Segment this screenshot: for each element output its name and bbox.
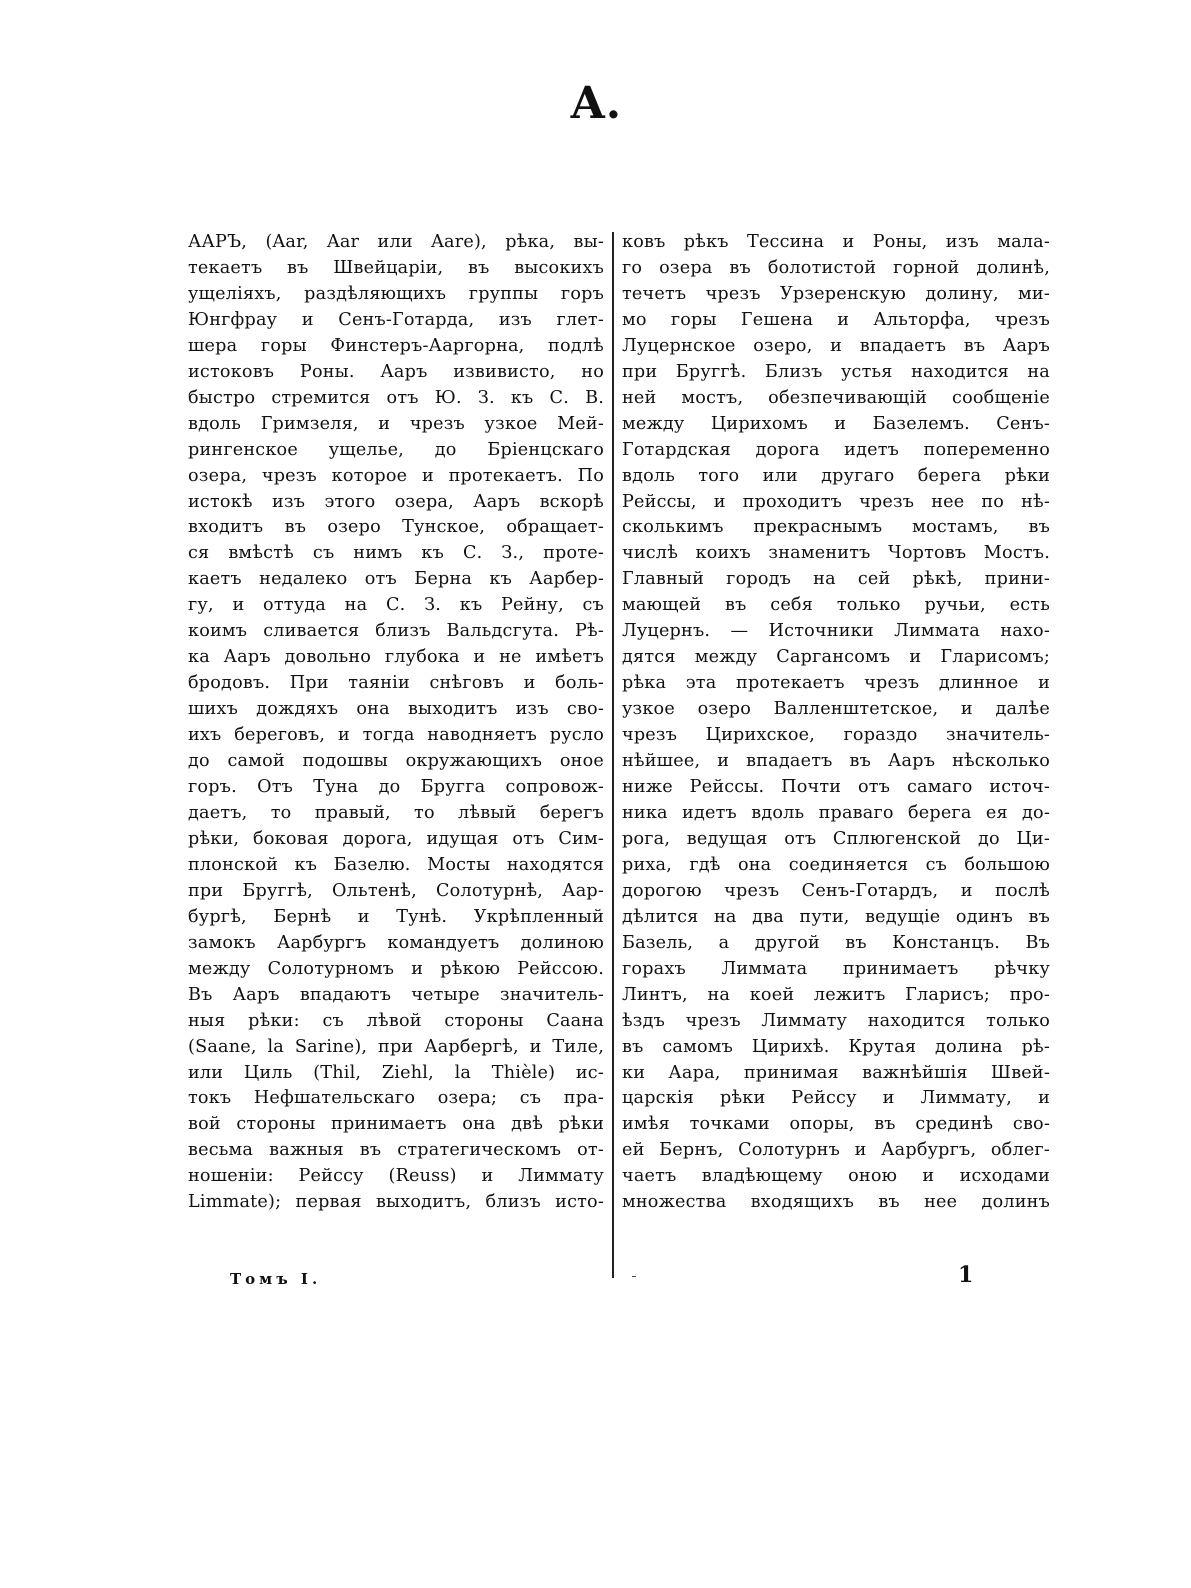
text-line: гу, и оттуда на С. З. къ Рейну, съ (188, 595, 604, 616)
page-letter-heading: А. (569, 78, 622, 129)
text-line: царскія рѣки Рейссу и Лиммату, и (622, 1088, 1050, 1109)
volume-label: Томъ I. (230, 1270, 322, 1288)
text-line: горахъ Лиммата принимаетъ рѣчку (622, 958, 1050, 979)
text-line: входитъ въ озеро Тунское, обращает- (188, 517, 604, 538)
text-line: дорогою чрезъ Сенъ-Готардъ, и послѣ (622, 880, 1050, 901)
text-line: числѣ коихъ знаменитъ Чортовъ Мостъ. (622, 543, 1050, 564)
text-line: ей Бернъ, Солотурнъ и Аарбургъ, облег- (622, 1140, 1050, 1161)
text-line: ношеніи: Рейссу (Reuss) и Лиммату (188, 1166, 604, 1187)
text-line: имѣя точками опоры, въ срединѣ сво- (622, 1114, 1050, 1135)
text-line: ущеліяхъ, раздѣляющихъ группы горъ (188, 283, 604, 304)
text-line: ка Ааръ довольно глубока и не имѣетъ (188, 647, 604, 668)
text-line: рѣки, боковая дорога, идущая отъ Сим- (188, 828, 604, 849)
text-line: истокѣ изъ этого озера, Ааръ вскорѣ (188, 491, 604, 512)
text-line: ихъ береговъ, и тогда наводняетъ русло (188, 725, 604, 746)
text-line: Базель, а другой въ Констанцъ. Въ (622, 932, 1050, 953)
text-line: бродовъ. При таяніи снѣговъ и боль- (188, 673, 604, 694)
text-line: токъ Нефшательскаго озера; съ пра- (188, 1088, 604, 1109)
text-line: ѣздъ чрезъ Лиммату находится только (622, 1010, 1050, 1031)
text-line: Главный городъ на сей рѣкѣ, прини- (622, 569, 1050, 590)
text-line: ки Аара, принимая важнѣйшія Швей- (622, 1062, 1050, 1083)
text-line: при Бруггѣ, Ольтенѣ, Солотурнѣ, Аар- (188, 880, 604, 901)
text-line: риха, гдѣ она соединяется съ большою (622, 854, 1050, 875)
text-line: сколькимъ прекраснымъ мостамъ, въ (622, 517, 1050, 538)
text-line: Limmate); первая выходитъ, близъ исто- (188, 1192, 604, 1213)
text-line: Юнгфрау и Сенъ-Готарда, изъ глет- (188, 309, 604, 330)
text-line: вдоль того или другаго берега рѣки (622, 465, 1050, 486)
text-line: шера горы Финстеръ-Ааргорна, подлѣ (188, 335, 604, 356)
text-line: чаетъ владѣющему оною и исходами (622, 1166, 1050, 1187)
text-line: ААРЪ, (Aar, Aar или Aare), рѣка, вы- (188, 232, 604, 252)
text-line: нѣйшее, и впадаетъ въ Ааръ нѣсколько (622, 751, 1050, 772)
text-line: коимъ сливается близъ Вальдсгута. Рѣ- (188, 621, 604, 642)
text-line: замокъ Аарбургъ командуетъ долиною (188, 932, 604, 953)
text-line: мо горы Гешена и Альторфа, чрезъ (622, 309, 1050, 330)
text-line: Готардская дорога идетъ попеременно (622, 439, 1050, 460)
text-line: Въ Ааръ впадаютъ четыре значитель- (188, 984, 604, 1005)
text-line: дѣлится на два пути, ведущіе одинъ въ (622, 906, 1050, 927)
text-line: до самой подошвы окружающихъ оное (188, 751, 604, 772)
text-line: истоковъ Роны. Ааръ извивисто, но (188, 361, 604, 382)
text-line: узкое озеро Валленштетское, и далѣе (622, 699, 1050, 720)
text-line: ковъ рѣкъ Тессина и Роны, изъ мала- (622, 232, 1050, 252)
text-line: быстро стремится отъ Ю. З. къ С. В. (188, 387, 604, 408)
text-line: ниже Рейссы. Почти отъ самаго источ- (622, 777, 1050, 798)
text-line: озера, чрезъ которое и протекаетъ. По (188, 465, 604, 486)
text-line: плонской къ Базелю. Мосты находятся (188, 854, 604, 875)
text-line: каетъ недалеко отъ Берна къ Аарбер- (188, 569, 604, 590)
left-text-column (188, 230, 604, 1280)
text-line: даетъ, то правый, то лѣвый берегъ (188, 802, 604, 823)
text-line: течетъ чрезъ Урзеренскую долину, ми- (622, 283, 1050, 304)
footer-mark (632, 1276, 636, 1277)
right-text-column (622, 230, 1050, 1280)
text-line: между Солотурномъ и рѣкою Рейссою. (188, 958, 604, 979)
text-line: Линтъ, на коей лежитъ Гларисъ; про- (622, 984, 1050, 1005)
text-line: рога, ведущая отъ Сплюгенской до Ци- (622, 828, 1050, 849)
text-line: го озера въ болотистой горной долинѣ, (622, 257, 1050, 278)
text-line: ся вмѣстѣ съ нимъ къ С. З., протe- (188, 543, 604, 564)
text-line: вдоль Гримзеля, и чрезъ узкое Мей- (188, 413, 604, 434)
text-line: между Цирихомъ и Базелемъ. Сенъ- (622, 413, 1050, 434)
text-line: въ самомъ Цирихѣ. Крутая долина рѣ- (622, 1036, 1050, 1057)
text-line: множества входящихъ въ нее долинъ (622, 1192, 1050, 1213)
text-line: шихъ дождяхъ она выходитъ изъ сво- (188, 699, 604, 720)
text-line: Луцернское озеро, и впадаетъ въ Ааръ (622, 335, 1050, 356)
text-line: рингенское ущелье, до Бріенцскаго (188, 439, 604, 460)
page-number: 1 (958, 1262, 974, 1288)
text-line: Рейссы, и проходитъ чрезъ нее по нѣ- (622, 491, 1050, 512)
text-line: мающей въ себя только ручьи, есть (622, 595, 1050, 616)
text-line: ней мостъ, обезпечивающій сообщеніе (622, 387, 1050, 408)
text-line: текаетъ въ Швейцаріи, въ высокихъ (188, 257, 604, 278)
text-line: Луцернъ. — Источники Лиммата нахо- (622, 621, 1050, 642)
text-line: бургѣ, Бернѣ и Тунѣ. Укрѣпленный (188, 906, 604, 927)
text-line: ника идетъ вдоль праваго берега ея до- (622, 802, 1050, 823)
text-line: горъ. Отъ Туна до Бругга сопровож- (188, 777, 604, 798)
text-line: ныя рѣки: съ лѣвой стороны Саана (188, 1010, 604, 1031)
column-divider (612, 232, 614, 1278)
text-line: (Saane, la Sarine), при Аарбергѣ, и Тиле, (188, 1036, 604, 1057)
text-line: или Циль (Thil, Ziehl, la Thièle) ис- (188, 1062, 604, 1083)
text-line: рѣка эта протекаетъ чрезъ длинное и (622, 673, 1050, 694)
text-line: весьма важныя въ стратегическомъ от- (188, 1140, 604, 1161)
text-line: вой стороны принимаетъ она двѣ рѣки (188, 1114, 604, 1135)
text-line: дятся между Саргансомъ и Гларисомъ; (622, 647, 1050, 668)
text-line: при Бруггѣ. Близъ устья находится на (622, 361, 1050, 382)
text-line: чрезъ Цирихское, гораздо значитель- (622, 725, 1050, 746)
